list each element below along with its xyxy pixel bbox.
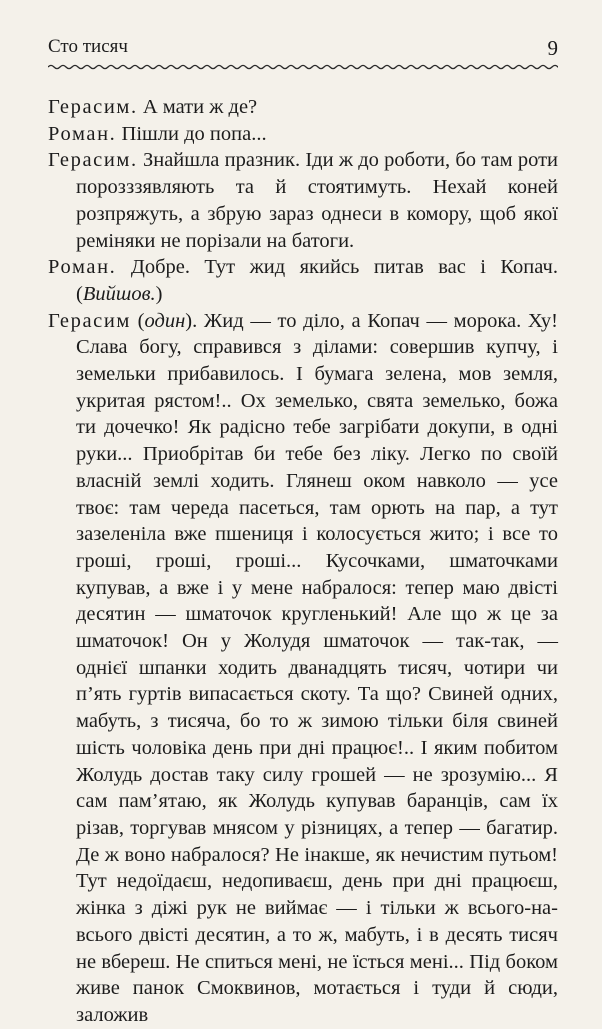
speaker-name: Роман. <box>48 256 117 279</box>
dialogue-line <box>48 94 558 121</box>
running-title: Сто тисяч <box>48 36 128 57</box>
line-text: Знайшла празник. Іди ж до роботи, бо там роти порозззявляють та й стоятимуть. Нехай коней розпряжуть, а збрую зараз однеси в комору, щоб якої реміняки не порізали на батоги. <box>76 149 558 252</box>
wavy-rule-ornament <box>48 60 558 74</box>
line-text-pre: ( <box>130 309 145 332</box>
stage-direction: один <box>144 309 186 332</box>
dialogue-line <box>48 121 558 148</box>
speaker-name: Герасим. <box>48 149 138 172</box>
line-text: А мати ж де? <box>137 96 258 118</box>
line-text: ). Жид — то діло, а Копач — морока. Ху! Слава богу, справився з ділами: совершив купчу, і земельки прибавилось. І бумага зелена, мов земля, укритая рястом!.. Ох земелько, свята земелько, божа ти дочечко! Як радісно тебе загрібати докупи, в одні руки... Приобрітав би тебе без ліку. Легко по своїй власній землі ходить. Глянеш оком навколо — усе твоє: там череда пасеться, там орють на пар, а тут зазеленіла вже пшениця і колосується жито; і все то гроші, гроші, гроші... Кусочками, шматочками купував, а вже і у мене набралося: тепер маю двісті десятин — шматочок кругленький! Але що ж це за шматочок! Он у Жолудя шматочок — так-так, — однієї шпанки ходить дванадцять тисяч, чотири чи п’ять гуртів випасається скоту. Та що? Свиней одних, мабуть, з тисяча, бо то ж зимою тільки біля свиней шість чоловіка день при дні працює!.. І яким побитом Жолудь достав таку силу грошей — не зрозумію... Я сам пам’ятаю, як Жолудь купував баранців, сам їх різав, торгував мнясом у різницях, а тепер — багатир. Де ж воно набралося? Не інакше, як нечистим путьом! Тут недоїдаєш, недопиваєш, день при дні працюєш, жінка з діжі рук не виймає — і тільки ж всього-на-всього двісті десятин, а то ж, мабуть, і в десять тисяч не вбереш. Не спиться мені, не їсться мені... Під боком живе панок Смоквинов, мотається і туди й сюди, заложив <box>76 309 559 1026</box>
play-text <box>48 94 558 1029</box>
line-text-after: ) <box>155 282 163 305</box>
speaker-name: Герасим <box>48 309 131 332</box>
dialogue-line <box>48 308 558 1029</box>
speaker-name: Роман. <box>48 122 117 145</box>
speaker-name: Герасим. <box>48 96 138 118</box>
dialogue-line <box>48 254 558 307</box>
dialogue-line <box>48 147 558 254</box>
line-text: Добре. Тут жид якийсь питав вас і Копач. ( <box>76 256 558 305</box>
page-number: 9 <box>547 36 558 60</box>
stage-direction: Вийшов. <box>82 282 156 305</box>
line-text: Пішли до попа... <box>116 122 267 145</box>
